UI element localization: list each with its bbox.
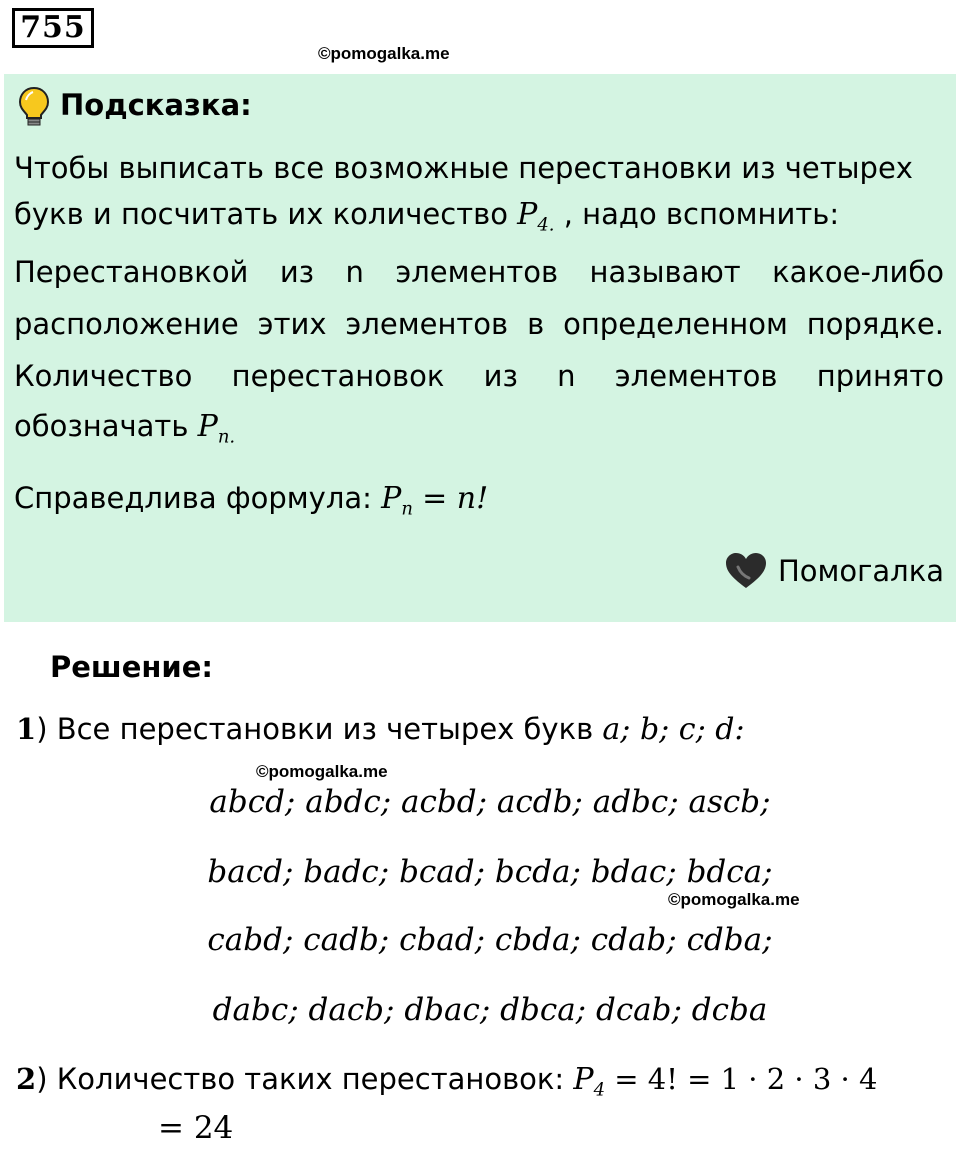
- watermark-right: ©pomogalka.me: [668, 890, 800, 909]
- hint-p2-line1: Перестановкой из n элементов называют какое-либо: [14, 255, 944, 289]
- permutation-row-2: bacd; badc; bcad; bcda; bdac; bdca;: [207, 854, 773, 890]
- brand-name: Помогалка: [778, 554, 944, 588]
- hint-title: Подсказка:: [60, 88, 252, 122]
- permutation-row-4: dabc; dacb; dbac; dbca; dcab; dcba: [212, 992, 768, 1028]
- solution-item-2: 2) Количество таких перестановок: $P_4 = 4$! = 1 · 2 · 3 · 4: [16, 1062, 878, 1101]
- solution-title: Решение:: [50, 650, 214, 684]
- brand-signature: [724, 552, 944, 590]
- hint-p1-line1: Чтобы выписать все возможные перестановки из четырех: [14, 151, 913, 185]
- solution-result: = 24: [158, 1110, 234, 1146]
- permutation-row-3: cabd; cadb; cbad; cbda; cdab; cdba;: [207, 922, 773, 958]
- heart-icon: [724, 552, 768, 590]
- lightbulb-icon: [18, 86, 50, 128]
- hint-p1-line2: букв и посчитать их количество $P_{4.}$ , надо вспомнить:: [14, 197, 840, 236]
- solution-item-1: 1) Все перестановки из четырех букв a; b; c; d:: [16, 712, 745, 747]
- watermark-top: ©pomogalka.me: [318, 44, 450, 63]
- hint-formula-line: Справедлива формула: $P_n = n$!: [14, 481, 489, 520]
- hint-p2-line4: обозначать $P_{n.}$: [14, 409, 236, 448]
- permutation-row-1: abcd; abdc; acbd; acdb; adbc; ascb;: [209, 784, 771, 820]
- hint-p2-line3: Количество перестановок из n элементов принято: [14, 359, 944, 393]
- watermark-middle: ©pomogalka.me: [256, 762, 388, 781]
- task-number: 755: [12, 8, 94, 48]
- hint-p2-line2: расположение этих элементов в определенном порядке.: [14, 307, 944, 341]
